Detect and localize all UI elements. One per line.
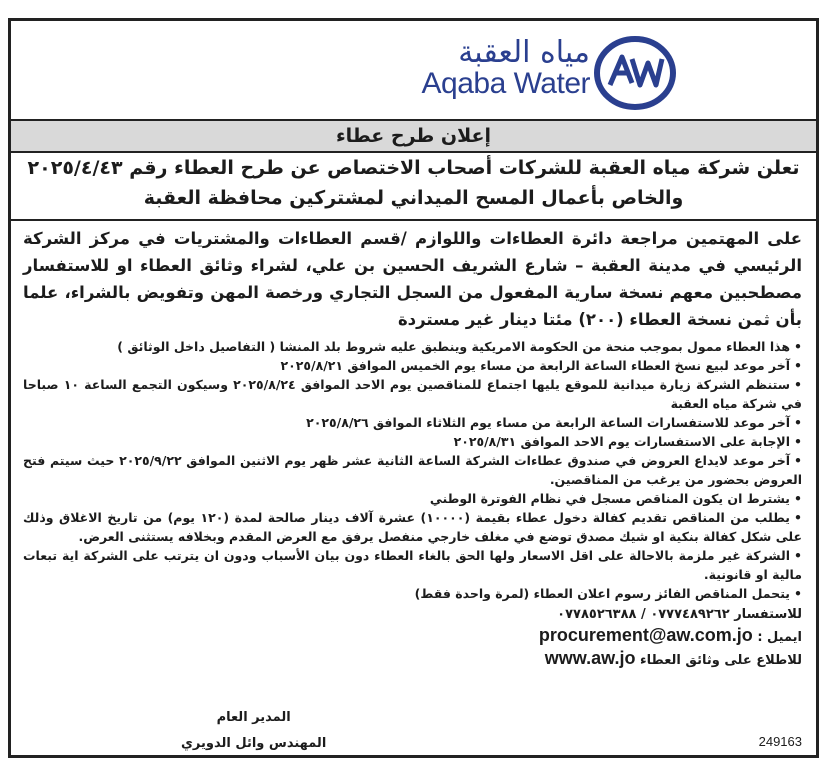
header xyxy=(11,21,816,117)
bullet-icon: • xyxy=(793,510,802,525)
signatory-role: المدير العام xyxy=(216,710,291,725)
phone-separator: / xyxy=(641,607,646,622)
docs-label: للاطلاع على وثائق العطاء xyxy=(640,653,802,668)
conditions-list xyxy=(23,337,802,603)
bullet-icon: • xyxy=(794,377,802,392)
advert-frame xyxy=(8,18,819,758)
email-line xyxy=(23,625,802,648)
bullet-icon: • xyxy=(794,434,802,449)
signature-block xyxy=(181,705,326,757)
subject-line-1: تعلن شركة مياه العقبة للشركات أصحاب الاختصاص عن طرح العطاء رقم ٢٠٢٥/٤/٤٣ xyxy=(27,157,800,179)
website-line xyxy=(23,648,802,671)
list-item: •الإجابة على الاستفسارات يوم الاحد الموافق ٢٠٢٥/٨/٣١ xyxy=(453,434,802,449)
phone-number[interactable]: ٠٧٧٨٥٢٦٣٨٨ xyxy=(557,607,637,622)
phone-number[interactable]: ٠٧٧٧٤٨٩٢٦٢ xyxy=(650,607,730,622)
aqaba-water-logo-icon xyxy=(592,35,678,111)
signatory-name: المهندس وائل الدويري xyxy=(181,736,327,751)
bullet-icon: • xyxy=(794,586,802,601)
list-item: •الشركة غير ملزمة بالاحالة على اقل الاسعار ولها الحق بالغاء العطاء دون بيان الأسباب ودون ان يترتب على الشركة اية تبعات مالية او قانونية. xyxy=(23,548,802,582)
page-title: إعلان طرح عطاء xyxy=(11,119,816,153)
bullet-icon: • xyxy=(794,491,802,506)
advert-body xyxy=(23,225,802,671)
email-link[interactable]: procurement@aw.com.jo xyxy=(538,625,753,645)
list-item: •هذا العطاء ممول بموجب منحة من الحكومة الامريكية وينطبق عليه شروط بلد المنشا ( التفاصيل داخل الوثائق ) xyxy=(117,339,802,354)
phone-line xyxy=(23,605,802,625)
list-item: •ستنظم الشركة زيارة ميدانية للموقع يليها اجتماع للمناقصين يوم الاحد الموافق ٢٠٢٥/٨/٢٤ وسيكون التجمع الساعة ١٠ صباحا في شركة مياه العقبة xyxy=(23,377,802,411)
website-link[interactable]: www.aw.jo xyxy=(544,648,636,668)
ad-number: 249163 xyxy=(758,734,802,749)
brand-name-english: Aqaba Water xyxy=(421,67,590,100)
bullet-icon: • xyxy=(794,453,803,468)
list-item: •يتحمل المناقص الفائز رسوم اعلان العطاء (لمرة واحدة فقط) xyxy=(414,586,802,601)
list-item: •آخر موعد لايداع العروض في صندوق عطاءات الشركة الساعة الثانية عشر ظهر يوم الاثنين الموافق ٢٠٢٥/٩/٢٢ حيث سيتم فتح العروض بحضور من يرغب من المناقصين. xyxy=(23,453,803,487)
bullet-icon: • xyxy=(794,339,802,354)
contact-block xyxy=(23,605,802,671)
bullet-icon: • xyxy=(794,358,802,373)
brand-name-arabic: مياه العقبة xyxy=(458,35,590,70)
email-label: ايميل : xyxy=(757,630,802,645)
intro-paragraph: على المهتمين مراجعة دائرة العطاءات واللوازم /قسم العطاءات والمشتريات في مركز الشركة الرئيسي في مدينة العقبة – شارع الشريف الحسين بن علي، لشراء وثائق العطاء او للاستفسار مصطحبين معهم نسخة سارية المفعول من السجل التجاري ورخصة المهن وتفويض بالشراء، علما بأن ثمن نسخة العطاء (٢٠٠) مئتا دينار غير مستردة xyxy=(23,229,802,329)
list-item: •آخر موعد لبيع نسخ العطاء الساعة الرابعة من مساء يوم الخميس الموافق ٢٠٢٥/٨/٢١ xyxy=(280,358,802,373)
inquiry-label: للاستفسار xyxy=(734,607,802,622)
list-item: •يشترط ان يكون المناقص مسجل في نظام الفوترة الوطني xyxy=(429,491,802,506)
bullet-icon: • xyxy=(794,548,802,563)
list-item: •آخر موعد للاستفسارات الساعة الرابعة من مساء يوم الثلاثاء الموافق ٢٠٢٥/٨/٢٦ xyxy=(306,415,802,430)
subject-line-2: والخاص بأعمال المسح الميداني لمشتركين محافظة العقبة xyxy=(143,187,684,209)
list-item: •يطلب من المناقص تقديم كفالة دخول عطاء بقيمة (١٠٠٠٠) عشرة آلاف دينار صالحة لمدة (١٢٠ يوم) من تاريخ الاغلاق وذلك على شكل كفالة بنكية او شيك مصدق توضع في مغلف خارجي منفصل يرفق مع العرض المقدم وبخلافه يستثنى العرض. xyxy=(23,510,802,544)
tender-subject xyxy=(11,153,816,221)
bullet-icon: • xyxy=(794,415,802,430)
